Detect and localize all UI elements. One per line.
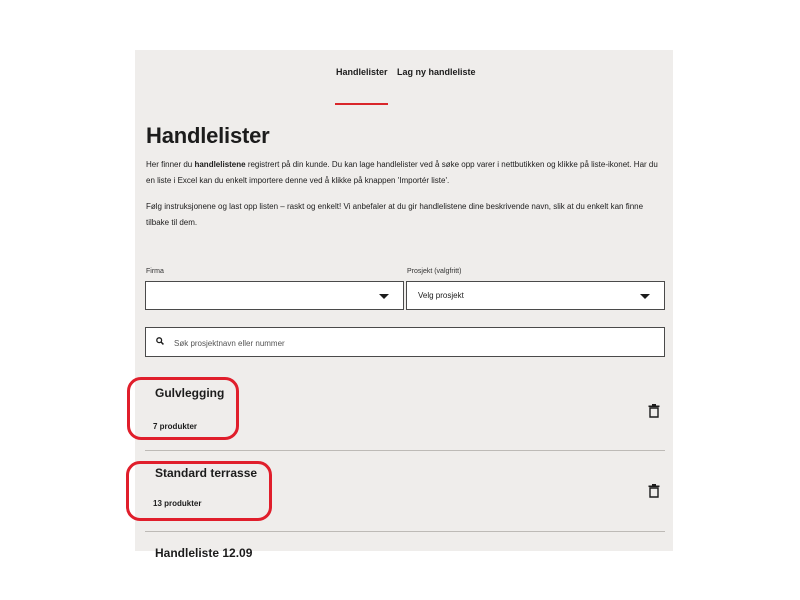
company-select[interactable]: [145, 281, 404, 310]
list-item-name-partial[interactable]: Handleliste 12.09: [155, 546, 253, 560]
project-select[interactable]: [406, 281, 665, 310]
divider: [145, 450, 665, 451]
list-item-name: Gulvlegging: [155, 386, 225, 400]
intro-paragraph-1: [146, 157, 666, 189]
page-title: Handlelister: [146, 123, 270, 148]
list-item-name: Standard terrasse: [155, 466, 258, 480]
chevron-down-icon: [640, 294, 650, 299]
list-item[interactable]: [135, 380, 673, 450]
intro-text: [146, 157, 666, 241]
tab-handlelister[interactable]: Handlelister: [336, 67, 388, 77]
company-label: Firma: [146, 268, 164, 275]
project-select-value: Velg prosjekt: [418, 291, 464, 300]
intro-p1-prefix: Her finner du: [146, 160, 195, 169]
tab-new-list[interactable]: Lag ny handleliste: [397, 67, 476, 77]
search-icon: [156, 337, 164, 345]
tab-bar: [135, 67, 673, 89]
intro-paragraph-2: Følg instruksjonene og last opp listen – raskt og enkelt! Vi anbefaler at du gir handlelistene dine beskrivende navn, slik at du enkelt kan finne tilbake til dem.: [146, 202, 644, 227]
intro-p1-suffix: registrert på din kunde. Du kan lage handlelister ved å søke opp varer i nettbutikken og klikke på liste-ikonet. Har du en liste i Excel kan du enkelt importere denne ved å klikke på knappen 'Importér liste'.: [146, 160, 658, 185]
search-field[interactable]: [145, 327, 665, 357]
intro-p1-bold: handlelistene: [194, 160, 246, 169]
list-item[interactable]: [135, 456, 673, 526]
search-input[interactable]: [172, 335, 656, 351]
shopping-lists-panel: [135, 50, 673, 560]
chevron-down-icon: [379, 294, 389, 299]
trash-icon[interactable]: [648, 404, 660, 418]
list-item-count: 13 produkter: [153, 499, 202, 508]
active-tab-indicator: [335, 103, 388, 105]
project-label: Prosjekt (valgfritt): [407, 268, 462, 275]
divider: [145, 531, 665, 532]
list-item-count: 7 produkter: [153, 422, 198, 431]
trash-icon[interactable]: [648, 484, 660, 498]
